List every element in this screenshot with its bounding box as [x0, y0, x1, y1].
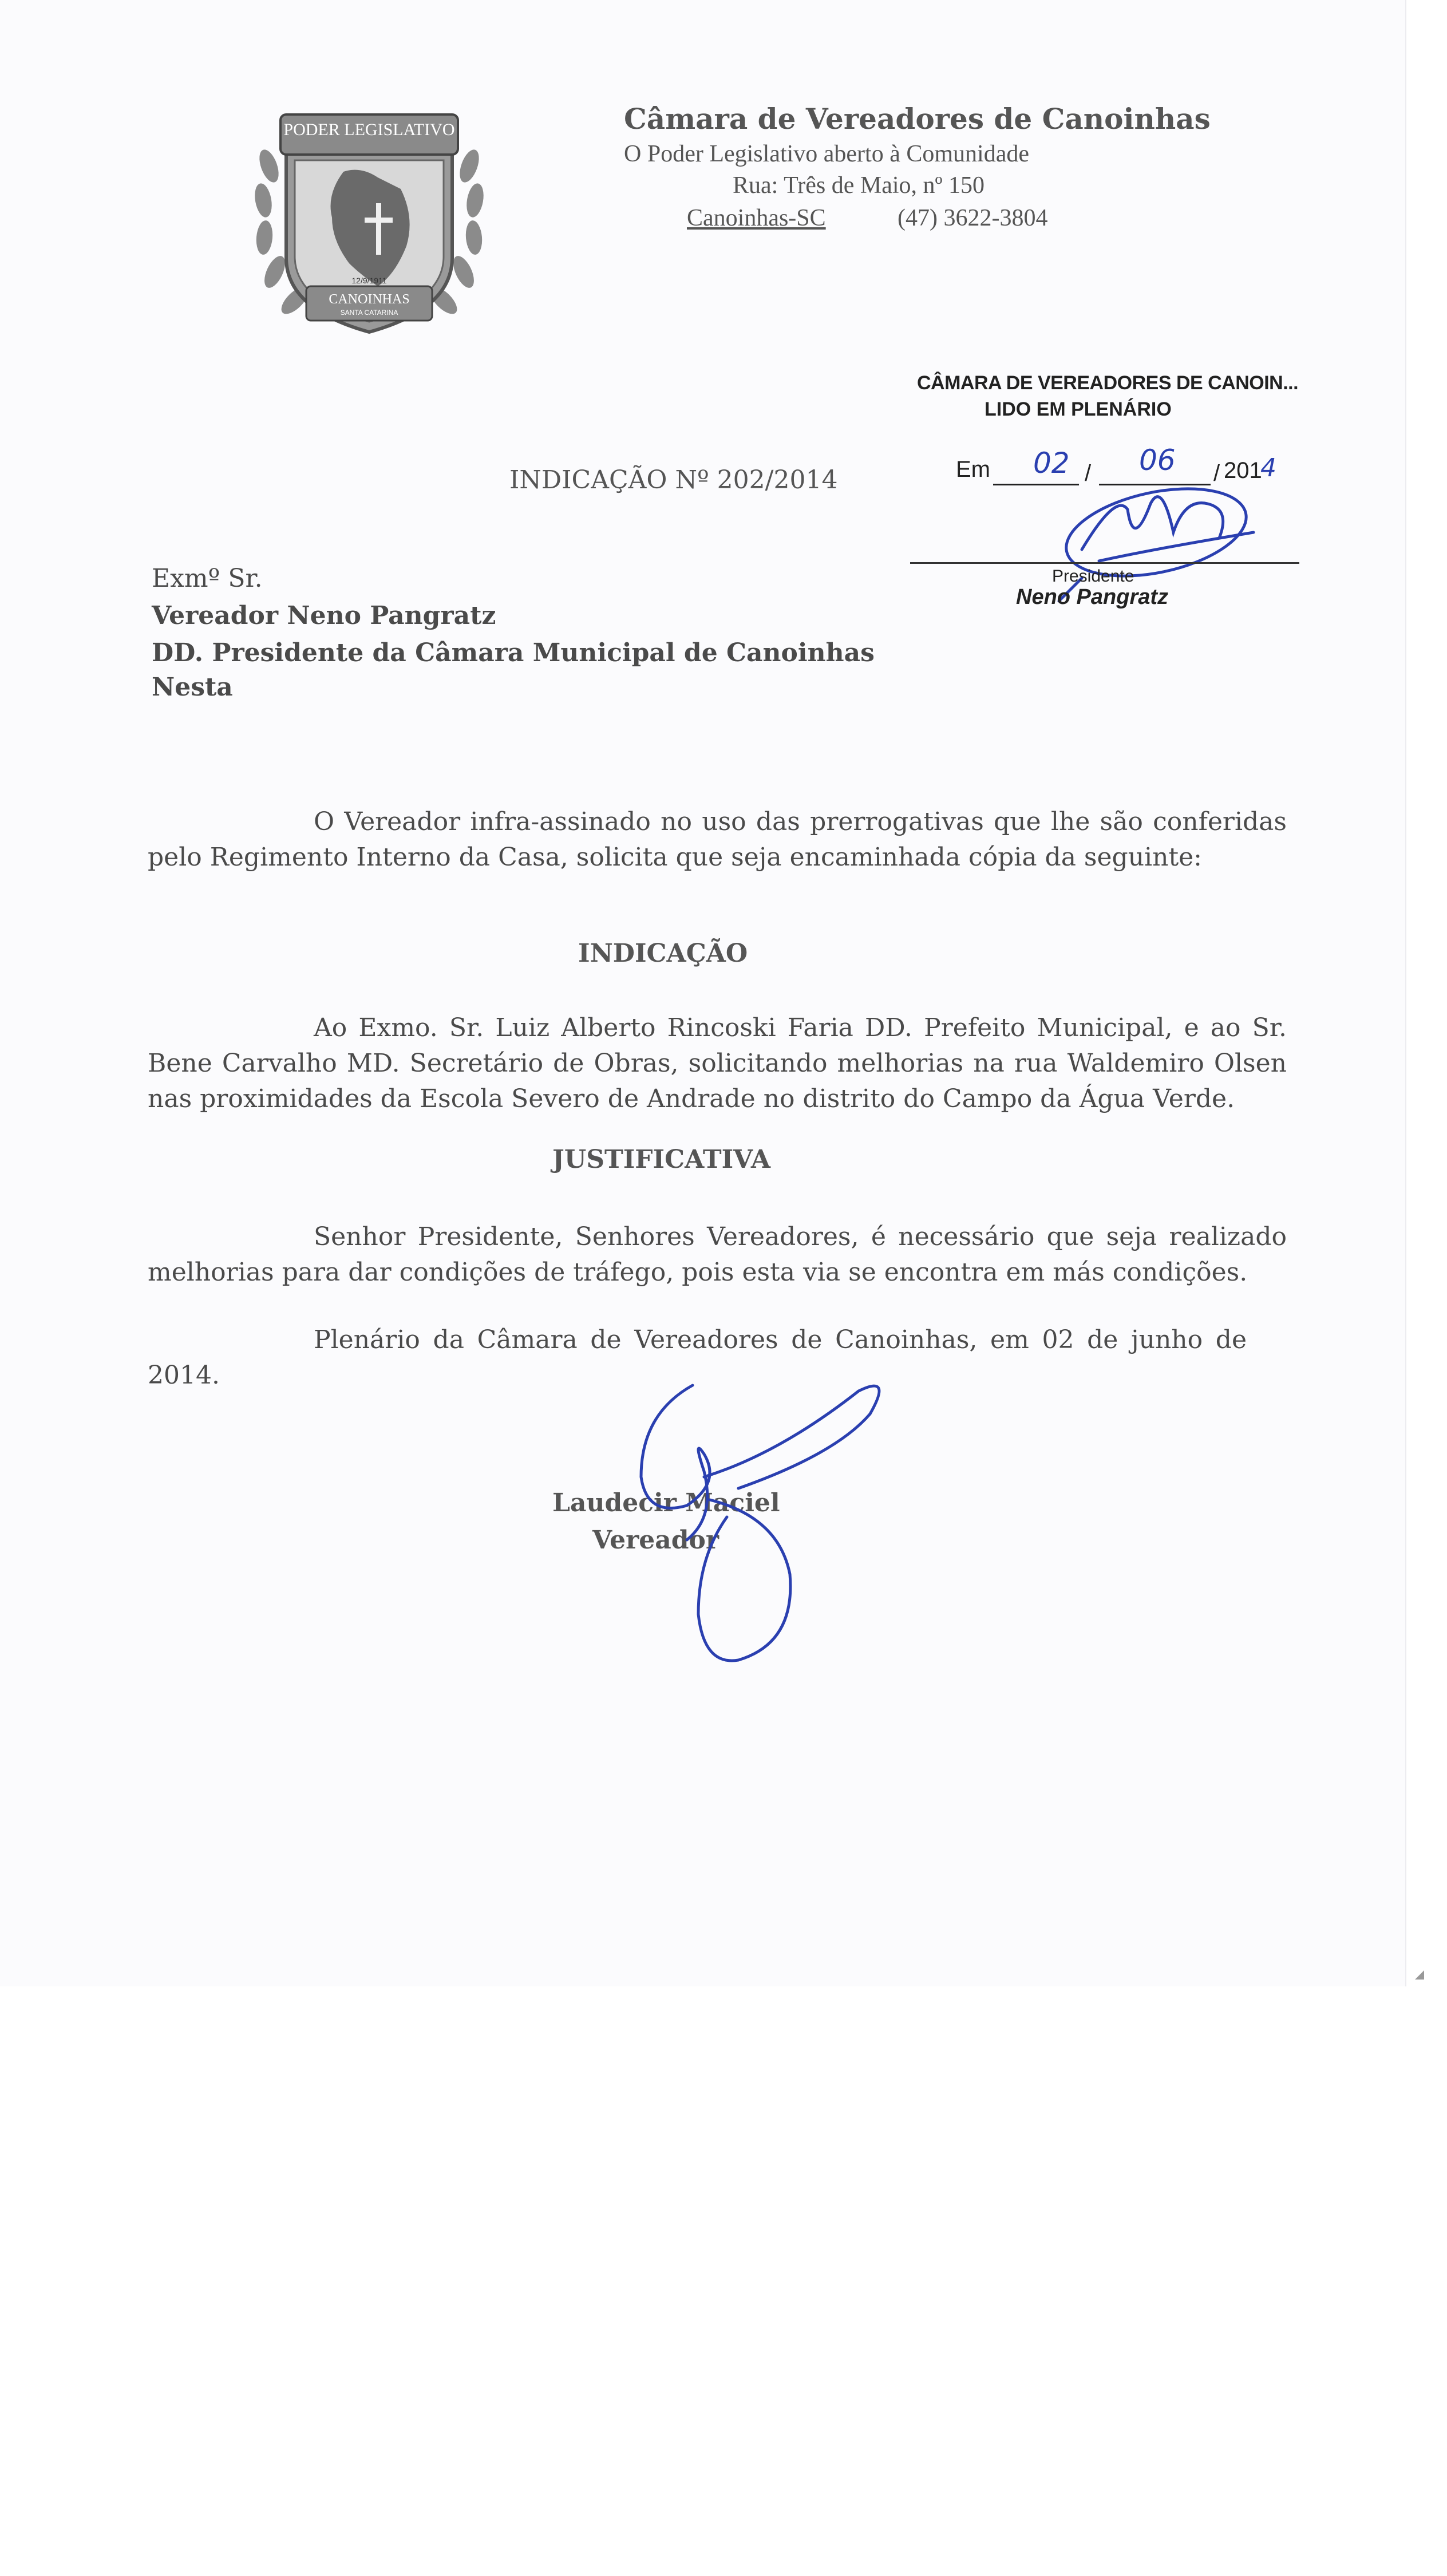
addressee-title: DD. Presidente da Câmara Municipal de Canoinhas — [152, 638, 875, 667]
stamp-month: 06 — [1139, 444, 1176, 477]
stamp-president-name: Neno Pangratz — [1016, 585, 1169, 609]
stamp-signature-line — [910, 562, 1299, 564]
heading-justificativa: JUSTIFICATIVA — [552, 1145, 771, 1174]
header-city: Canoinhas-SC — [687, 205, 826, 231]
header-phone: (47) 3622-3804 — [898, 205, 1048, 231]
addressee-location: Nesta — [152, 673, 233, 702]
justificativa-paragraph — [148, 1219, 1287, 1290]
intro-text: O Vereador infra-assinado no uso das prerrogativas que lhe são conferidas pelo Regimento Interno da Casa, solicita que seja encaminhada cópia da seguinte: — [148, 807, 1287, 872]
indicacao-text: Ao Exmo. Sr. Luiz Alberto Rincoski Faria DD. Prefeito Municipal, e ao Sr. Bene Carvalho MD. Secretário de Obras, solicitando melhorias na rua Waldemiro Olsen nas proximidades da Escola Severo de Andrade no distrito do Campo da Água Verde. — [148, 1013, 1287, 1113]
stamp-day: 02 — [1033, 447, 1070, 480]
stamp-year-digit: 4 — [1260, 453, 1276, 483]
plenary-stamp — [910, 361, 1311, 618]
vereador-signature-scribble — [607, 1368, 939, 1689]
logo-state-text: SANTA CATARINA — [340, 309, 398, 317]
indicacao-paragraph — [148, 1010, 1287, 1117]
stamp-line2: LIDO EM PLENÁRIO — [985, 398, 1172, 420]
header-subtitle: O Poder Legislativo aberto à Comunidade — [624, 141, 1029, 167]
stamp-separator: / — [1213, 461, 1220, 486]
signer-name: Laudecir Maciel — [552, 1488, 780, 1518]
stamp-line1: CÂMARA DE VEREADORES DE CANOIN... — [917, 372, 1299, 394]
logo-name-text: CANOINHAS — [329, 292, 410, 307]
addressee-salutation: Exmº Sr. — [152, 564, 263, 593]
heading-indicacao: INDICAÇÃO — [578, 939, 748, 968]
logo-date-text: 12/9/1911 — [351, 276, 387, 285]
logo-banner-text: PODER LEGISLATIVO — [283, 120, 455, 139]
header-title: Câmara de Vereadores de Canoinhas — [624, 102, 1211, 136]
stamp-year-prefix: 201 — [1224, 458, 1262, 483]
stamp-role: Presidente — [1052, 567, 1134, 586]
scan-mark — [1414, 1969, 1425, 1981]
stamp-em-label: Em — [956, 457, 990, 482]
header-address: Rua: Três de Maio, nº 150 — [733, 172, 985, 199]
intro-paragraph — [148, 804, 1287, 875]
signer-role: Vereador — [592, 1526, 719, 1555]
justificativa-text: Senhor Presidente, Senhores Vereadores, é necessário que seja realizado melhorias para dar condições de tráfego, pois esta via se encontra em más condições. — [148, 1222, 1287, 1287]
document-number: INDICAÇÃO Nº 202/2014 — [509, 465, 838, 495]
closing-text: Plenário da Câmara de Vereadores de Canoinhas, em 02 de junho de 2014. — [148, 1325, 1247, 1390]
stamp-separator: / — [1085, 461, 1092, 486]
coat-of-arms-logo — [246, 103, 492, 349]
addressee-name: Vereador Neno Pangratz — [152, 601, 496, 630]
